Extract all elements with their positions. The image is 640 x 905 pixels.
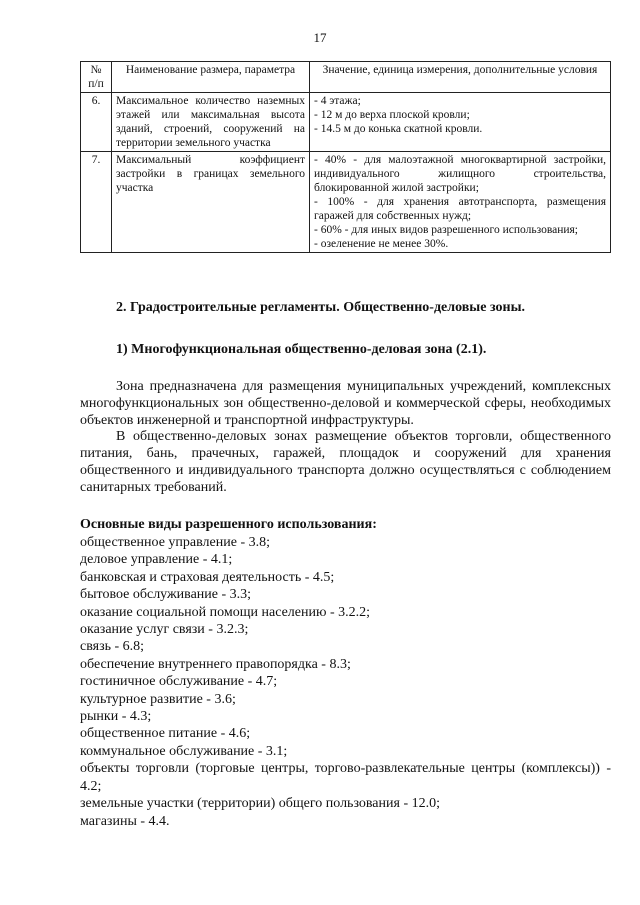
- sanitary-requirements-paragraph: В общественно-деловых зонах размещение объектов торговли, общественного питания, бань, прачечных, гаражей, площадок и сооружений для хранения общественного и индивидуального транспорта должно осуществляться с соблюдением санитарных требований.: [80, 429, 611, 495]
- row-number: 6.: [81, 93, 112, 152]
- header-value: Значение, единица измерения, дополнительные условия: [310, 62, 611, 93]
- page-number: 17: [313, 30, 327, 45]
- section-title: 2. Градостроительные регламенты. Общественно-деловые зоны.: [116, 300, 525, 315]
- value-line: - 12 м до верха плоской кровли;: [314, 109, 470, 121]
- permitted-uses-list: [80, 534, 611, 830]
- header-number: № п/п: [81, 62, 112, 93]
- row-number: 7.: [81, 152, 112, 253]
- row-values: [310, 93, 611, 152]
- row-values: [310, 152, 611, 253]
- list-item: связь - 6.8;: [80, 639, 145, 655]
- list-item: оказание услуг связи - 3.2.3;: [80, 622, 249, 638]
- row-parameter: Максимальный коэффициент застройки в границах земельного участка: [112, 152, 310, 253]
- value-line: - озеленение не менее 30%.: [314, 238, 449, 250]
- value-line: - 60% - для иных видов разрешенного использования;: [314, 224, 578, 236]
- list-item: оказание социальной помощи населению - 3.2.2;: [80, 604, 370, 620]
- list-item: деловое управление - 4.1;: [80, 552, 233, 568]
- table-row: [81, 93, 611, 152]
- subsection-title: 1) Многофункциональная общественно-деловая зона (2.1).: [116, 342, 487, 357]
- list-item: гостиничное обслуживание - 4.7;: [80, 674, 278, 690]
- list-item: магазины - 4.4.: [80, 813, 170, 829]
- uses-heading: Основные виды разрешенного использования:: [80, 517, 377, 532]
- list-item: общественное питание - 4.6;: [80, 726, 251, 742]
- value-line: - 100% - для хранения автотранспорта, размещения гаражей для собственных нужд;: [314, 196, 606, 222]
- list-item: рынки - 4.3;: [80, 709, 152, 725]
- list-item: коммунальное обслуживание - 3.1;: [80, 743, 288, 759]
- value-line: - 4 этажа;: [314, 95, 361, 107]
- value-line: - 14.5 м до конька скатной кровли.: [314, 123, 483, 135]
- list-item: объекты торговли (торговые центры, торгово-развлекательные центры (комплексы)) - 4.2;: [80, 761, 611, 794]
- list-item: банковская и страховая деятельность - 4.5;: [80, 569, 335, 585]
- table-row: [81, 152, 611, 253]
- zone-purpose-paragraph: Зона предназначена для размещения муниципальных учреждений, комплексных многофункциональных зон общественно-деловой и коммерческой сферы, необходимых объектов инженерной и транспортной инфраструктуры.: [80, 379, 611, 428]
- list-item: бытовое обслуживание - 3.3;: [80, 587, 252, 603]
- value-line: - 40% - для малоэтажной многоквартирной застройки, индивидуального жилищного строительства, блокированной жилой застройки;: [314, 154, 606, 194]
- list-item: культурное развитие - 3.6;: [80, 691, 236, 707]
- header-parameter: Наименование размера, параметра: [112, 62, 310, 93]
- list-item: земельные участки (территории) общего пользования - 12.0;: [80, 796, 441, 812]
- list-item: общественное управление - 3.8;: [80, 535, 270, 550]
- row-parameter: Максимальное количество наземных этажей или максимальная высота зданий, строений, сооружений на территории земельного участка: [112, 93, 310, 152]
- parameters-table: [80, 61, 611, 253]
- table-header-row: [81, 62, 611, 93]
- list-item: обеспечение внутреннего правопорядка - 8.3;: [80, 656, 351, 672]
